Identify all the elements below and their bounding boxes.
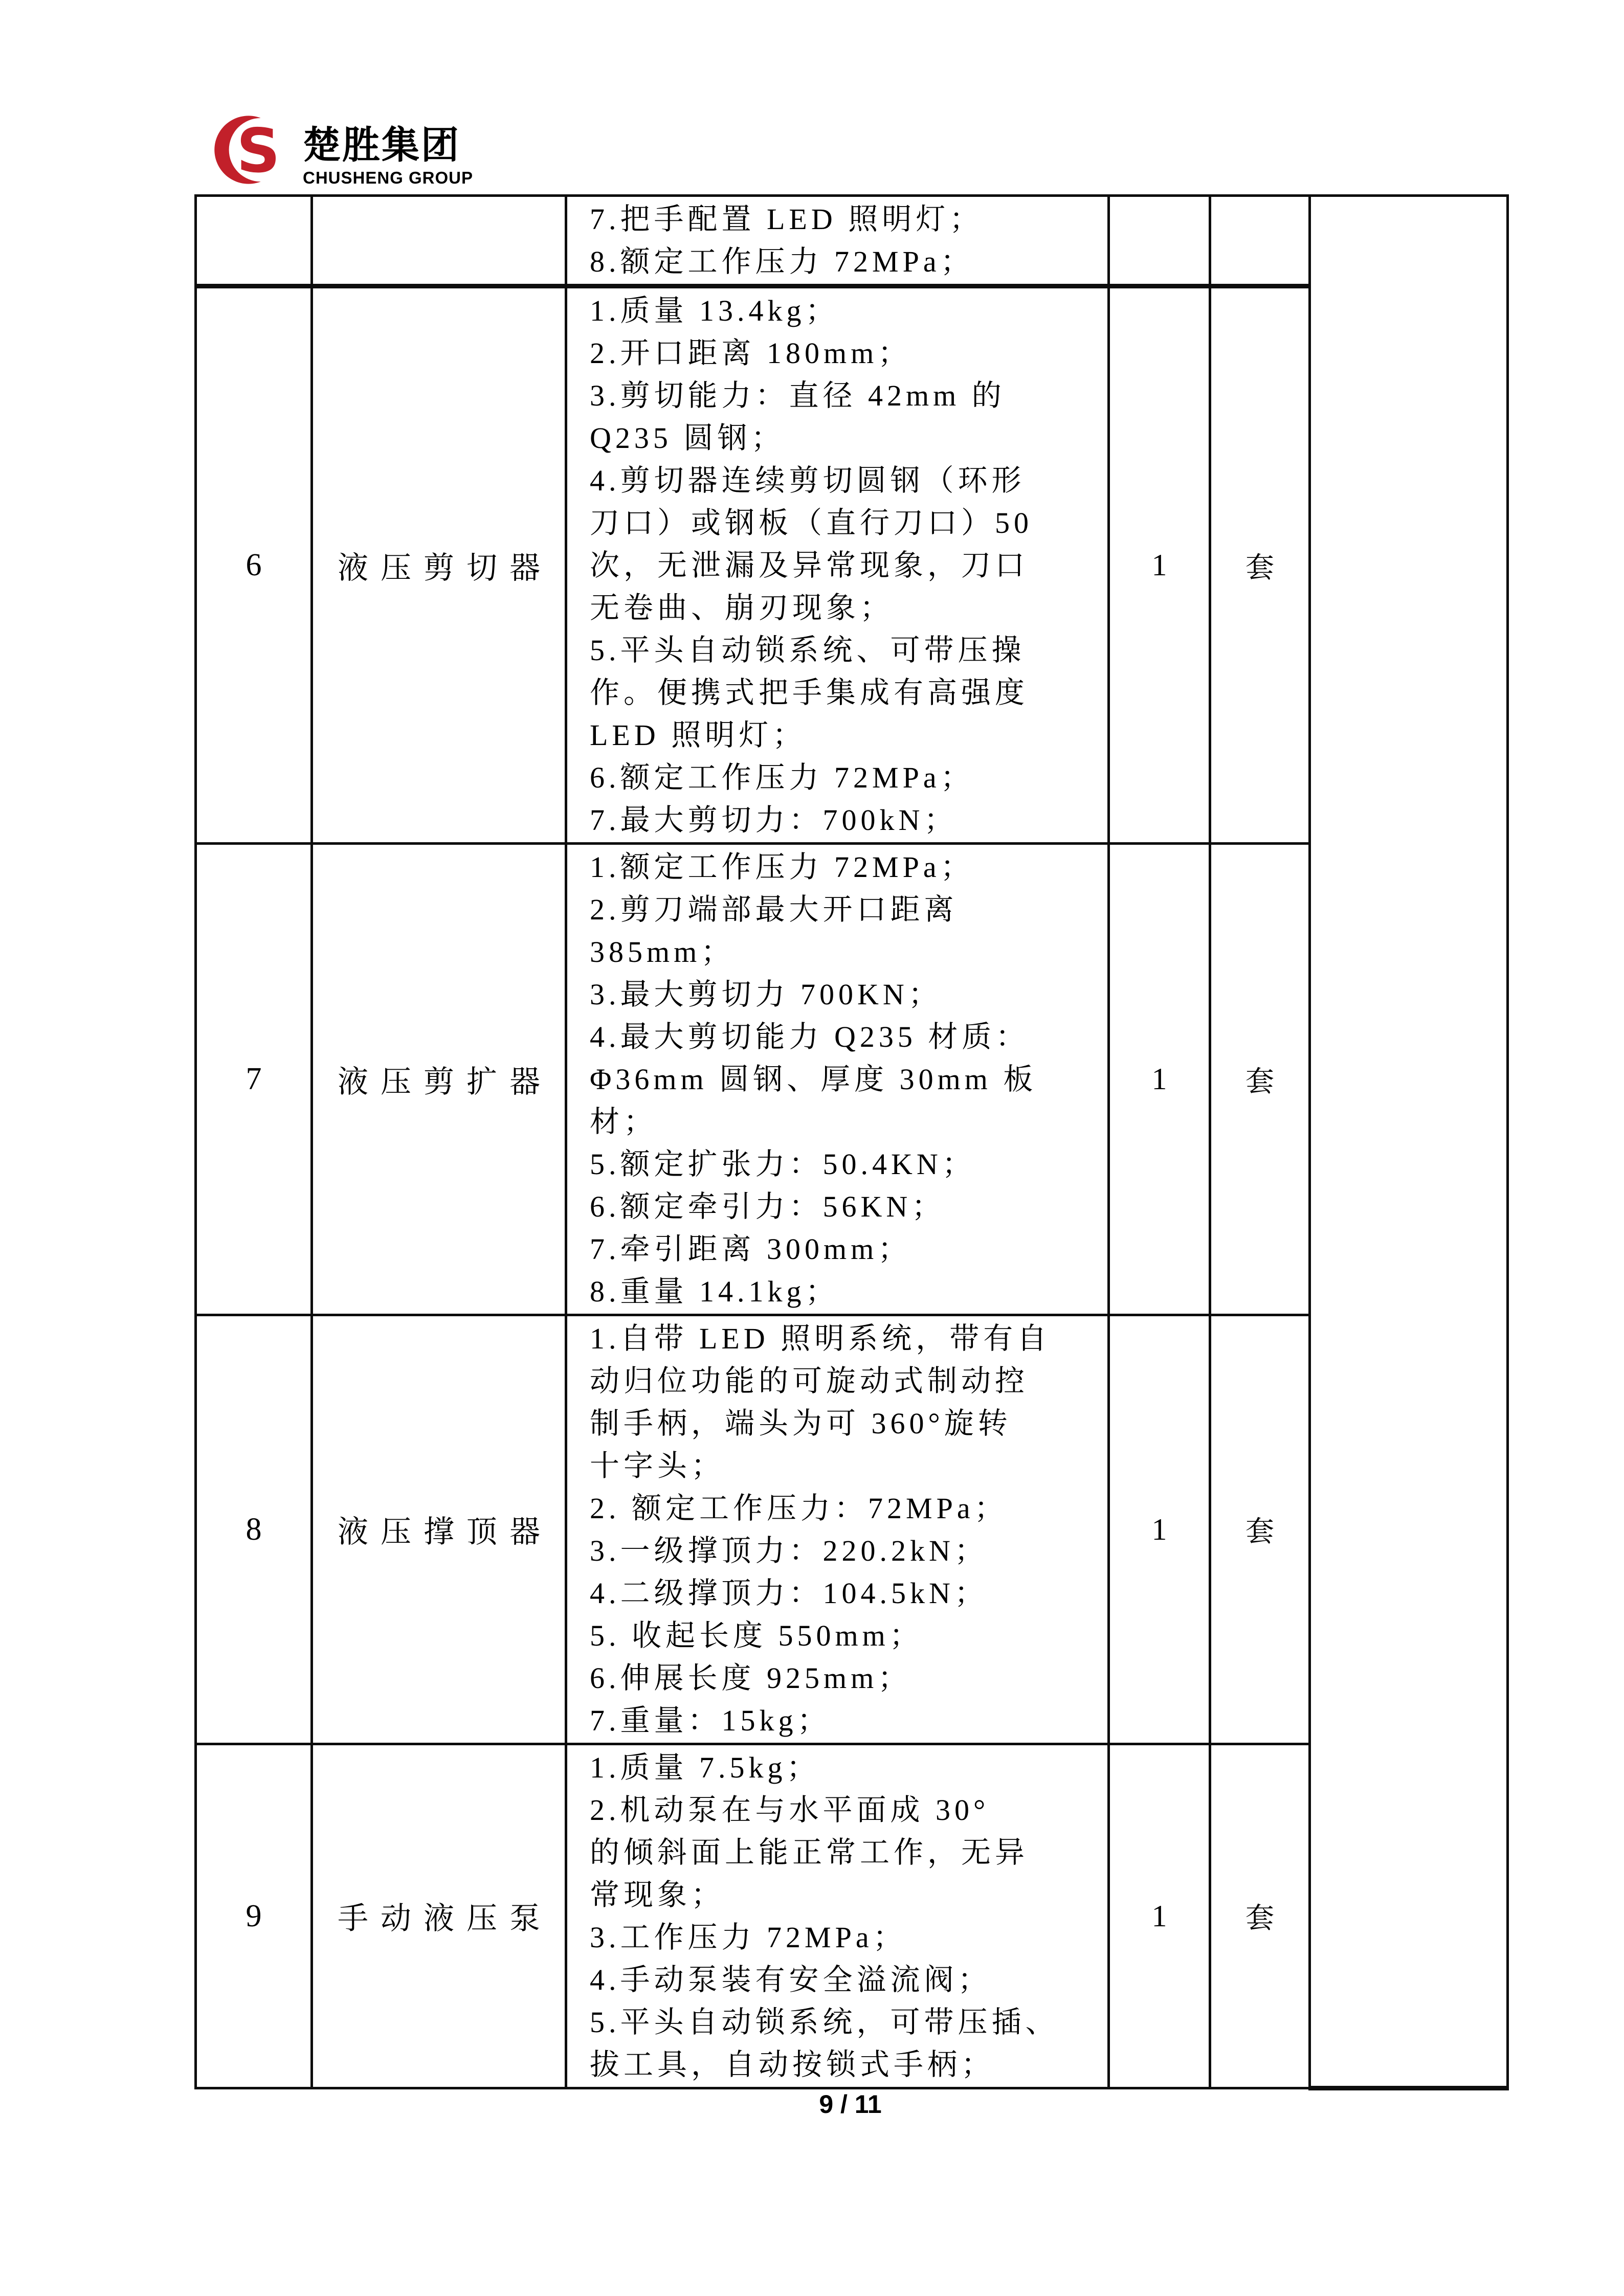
spec-line: 385mm； bbox=[590, 935, 735, 969]
seq-cell: 6 bbox=[196, 286, 312, 844]
name-cell bbox=[312, 1315, 566, 1744]
spec-line: 1.质量 7.5kg； bbox=[590, 1751, 820, 1784]
spec-line: 常现象； bbox=[590, 1878, 725, 1911]
logo-english-name: CHUSHENG GROUP bbox=[303, 168, 474, 187]
spec-line: 动归位功能的可旋动式制动控 bbox=[590, 1364, 1029, 1398]
spec-line: 2.机动泵在与水平面成 30° bbox=[590, 1793, 990, 1827]
name-cell bbox=[312, 844, 566, 1315]
spec-line: LED 照明灯； bbox=[590, 718, 807, 752]
spec-line: 2.剪刀端部最大开口距离 bbox=[590, 893, 958, 926]
spec-line: 作。便携式把手集成有高强度 bbox=[590, 676, 1029, 709]
spec-line: 6.额定牵引力：56KN； bbox=[590, 1190, 946, 1223]
spec-line: 2.开口距离 180mm； bbox=[590, 336, 912, 370]
spec-line: 3.最大剪切力 700KN； bbox=[590, 978, 942, 1011]
seq-cell bbox=[196, 196, 312, 286]
seq-cell: 7 bbox=[196, 844, 312, 1315]
svg-text:S: S bbox=[236, 115, 280, 186]
logo-chinese-name: 楚胜集团 bbox=[303, 124, 460, 166]
spec-line: 4.二级撑顶力：104.5kN； bbox=[590, 1577, 988, 1610]
spec-line: 4.最大剪切能力 Q235 材质： bbox=[590, 1020, 1030, 1053]
spec-line: 制手柄，端头为可 360°旋转 bbox=[590, 1407, 1012, 1440]
spec-line: 5.平头自动锁系统，可带压插、 bbox=[590, 2006, 1059, 2039]
spec-line: 3.一级撑顶力：220.2kN； bbox=[590, 1534, 988, 1567]
spec-line: 4.剪切器连续剪切圆钢（环形 bbox=[590, 464, 1026, 497]
spec-cell bbox=[566, 286, 1109, 844]
name-cell bbox=[312, 286, 566, 844]
spec-line: 7.最大剪切力：700kN； bbox=[590, 803, 958, 837]
qty-cell bbox=[1109, 196, 1210, 286]
unit-cell: 套 bbox=[1210, 286, 1310, 844]
spec-cell bbox=[566, 1315, 1109, 1744]
spec-line: 5. 收起长度 550mm； bbox=[590, 1619, 923, 1652]
name-cell bbox=[312, 1744, 566, 2088]
spec-line: 5.平头自动锁系统、可带压操 bbox=[590, 634, 1026, 667]
name-cell bbox=[312, 196, 566, 286]
item-name: 手动液压泵 bbox=[338, 1902, 552, 1935]
unit-cell: 套 bbox=[1210, 1744, 1310, 2088]
spec-line: 7.把手配置 LED 照明灯； bbox=[590, 202, 984, 236]
table-row-continuation bbox=[196, 196, 1508, 286]
equipment-spec-table bbox=[194, 194, 1509, 2090]
qty-cell: 1 bbox=[1109, 1315, 1210, 1744]
unit-cell bbox=[1210, 196, 1310, 286]
spec-line: 8.重量 14.1kg； bbox=[590, 1275, 839, 1308]
spec-line: 6.伸展长度 925mm； bbox=[590, 1661, 912, 1695]
unit-cell: 套 bbox=[1210, 844, 1310, 1315]
spec-line: 次，无泄漏及异常现象，刀口 bbox=[590, 549, 1029, 582]
spec-cell bbox=[566, 844, 1109, 1315]
spec-line: 8.额定工作压力 72MPa； bbox=[590, 245, 974, 278]
spec-line: 1.自带 LED 照明系统，带有自 bbox=[590, 1322, 1051, 1355]
qty-cell: 1 bbox=[1109, 286, 1210, 844]
spec-line: 拔工具，自动按锁式手柄； bbox=[590, 2048, 995, 2081]
spec-line: 5.额定扩张力：50.4KN； bbox=[590, 1147, 976, 1181]
spec-line: 1.质量 13.4kg； bbox=[590, 294, 839, 327]
seq-cell: 8 bbox=[196, 1315, 312, 1744]
spec-line: Q235 圆钢； bbox=[590, 421, 785, 455]
spec-line: 1.额定工作压力 72MPa； bbox=[590, 850, 974, 884]
item-name: 液压剪扩器 bbox=[338, 1065, 552, 1099]
spec-line: 6.额定工作压力 72MPa； bbox=[590, 761, 974, 794]
spec-line: 刀口）或钢板（直行刀口）50 bbox=[590, 506, 1033, 539]
seq-cell: 9 bbox=[196, 1744, 312, 2088]
page-number: 9 / 11 bbox=[819, 2090, 882, 2119]
spec-line: 4.手动泵装有安全溢流阀； bbox=[590, 1963, 992, 1996]
remarks-cell bbox=[1310, 196, 1508, 2088]
unit-cell: 套 bbox=[1210, 1315, 1310, 1744]
spec-line: 7.重量：15kg； bbox=[590, 1704, 831, 1737]
spec-line: 材； bbox=[590, 1105, 658, 1138]
chusheng-logo-icon bbox=[214, 111, 290, 188]
company-logo bbox=[214, 111, 473, 188]
logo-text bbox=[303, 111, 473, 187]
spec-line: Φ36mm 圆钢、厚度 30mm 板 bbox=[590, 1063, 1037, 1096]
item-name: 液压撑顶器 bbox=[338, 1515, 552, 1549]
spec-line: 3.工作压力 72MPa； bbox=[590, 1921, 907, 1954]
spec-line: 3.剪切能力：直径 42mm 的 bbox=[590, 379, 1006, 412]
spec-line: 无卷曲、崩刃现象； bbox=[590, 591, 894, 624]
spec-cell bbox=[566, 196, 1109, 286]
spec-line: 的倾斜面上能正常工作，无异 bbox=[590, 1836, 1029, 1869]
spec-line: 2. 额定工作压力：72MPa； bbox=[590, 1492, 1008, 1525]
qty-cell: 1 bbox=[1109, 844, 1210, 1315]
spec-line: 十字头； bbox=[590, 1449, 725, 1482]
spec-cell bbox=[566, 1744, 1109, 2088]
qty-cell: 1 bbox=[1109, 1744, 1210, 2088]
item-name: 液压剪切器 bbox=[338, 551, 552, 585]
spec-line: 7.牵引距离 300mm； bbox=[590, 1232, 912, 1266]
